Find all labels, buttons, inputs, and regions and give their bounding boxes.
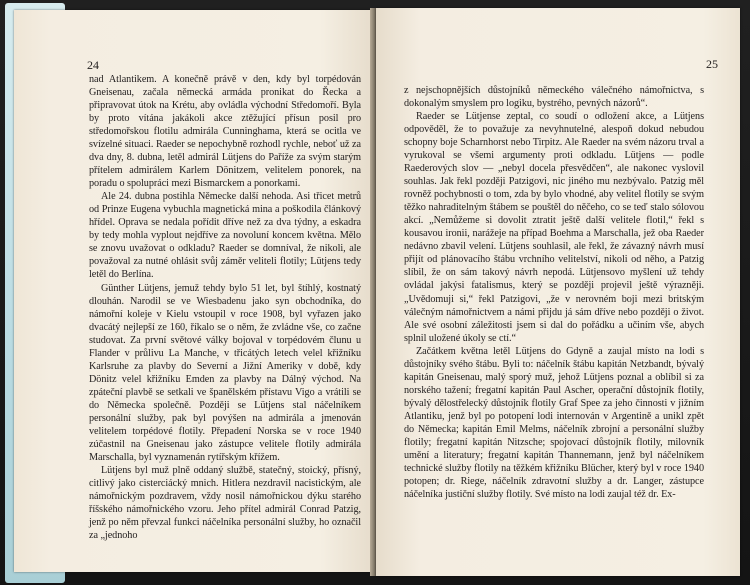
right-page (376, 8, 740, 576)
paragraph: Günther Lütjens, jemuž tehdy bylo 51 let, byl štíhlý, kostnatý dlouhán. Narodil se ve Wiesbadenu jako syn obchodníka, do námořní koleje v Kielu vstoupil v roce 1908, byl vyřazen jako dvacátý nejlepší ze 160, říkalo se o něm, že zvládne vše, co začne studovat. Za první světové války bojoval v torpédovém člunu u Flander v průlivu La Manche, v třicátých letech velel křižníku Karlsruhe za plavby do Severní a Jižní Ameriky v době, kdy Dönitz velel křižníku Emden za plavby na Dálný východ. Na zpáteční plavbě se setkali ve španělském přístavu Vigo a vrátili se do Německa společně. Později se Lütjens stal náčelníkem personální služby, pak byl povýšen na admirála a jmenován velitelem torpédové flotily. Přepadení Norska se v roce 1940 zúčastnil na Gneisenau jako zástupce velitele flotily admirála Marschalla, byl vyznamenán rytířským křížem. (89, 282, 361, 463)
page-number: 24 (87, 58, 99, 72)
paragraph: nad Atlantikem. A konečně právě v den, kdy byl torpédován Gneisenau, začala německá armáda pronikat do Řecka a připravovat útok na Krétu, aby ovládla východní Středomoří. Byla by proto vítána jakákoli akce ztěžující přísun posil pro středomořskou flotilu admirála Cunninghama, která se ocitla ve svízelné situaci. Raeder se nepochybně rozhodl rychle, neboť už za dva dny, 8. dubna, letěl admirál Lütjens do Paříže za svým starým přítelem admirálem Karlem Dönitzem, velitelem ponorek, na poradu o spolupráci mezi Bismarckem a ponorkami. (89, 74, 361, 190)
paragraph: Raeder se Lütjense zeptal, co soudí o odložení akce, a Lütjens odpověděl, že to považuje za nevyhnutelné, alespoň dokud nebudou schopny boje Scharnhorst nebo Tirpitz. Ale Raeder na svém názoru trval a vyrukoval se všemi argumenty proti odkladu. Lütjens — podle Raederových slov — „nebyl docela přesvědčen“, ale nakonec vyslovil souhlas. Jak řekl později Patzigovi, nic jiného mu nezbývalo. Patzig měl rovněž pochybnosti o tom, zda by bylo vhodné, aby velitel flotily se svým těžko nahraditelným štábem se pouštěl do něčeho, co se teď stalo sólovou akcí. „Nemůžeme si dovolit ztratit ještě další velitele flotil,“ řekl s kousavou ironii, narážeje na případ Boehma a Marschalla, jež oba Raeder nedávno zbavil velení. Lütjens souhlasil, ale řekl, že závazný návrh musí přijít od plánovacího štábu vrchního velitelství, nikoli od něho, a Patzig slíbil, že on sám takový návrh nepodá. Lütjensovo myšlení už tehdy ovládal jakýsi fatalismus, který se později projevil ještě výrazněji. „Uvědomuji si,“ řekl Patzigovi, „že v nerovném boji mezi britským válečným námořnictvem a námi přijdu já sám dříve nebo později o život. Ale své osobní záležitosti jsem si dal do pořádku a učiním vše, abych splnil uložené úkoly se ctí.“ (404, 111, 704, 344)
page-text (404, 84, 704, 501)
paragraph: z nejschopnějších důstojníků německého válečného námořnictva, s dokonalým smyslem pro logiku, bystrého, pevných názorů“. (404, 85, 704, 110)
paragraph: Začátkem května letěl Lütjens do Gdyně a zaujal místo na lodi s důstojníky svého štábu. Byli to: náčelník štábu kapitán Netzbandt, bývalý kapitán Gneisenau, malý sporý muž, jehož Lütjens poznal a oblíbil si za norského tažení; fregatní kapitán Paul Ascher, operační důstojník flotily, bývalý dělostřelecký důstojník flotily Graf Spee za jeho činnosti v jižním Atlantiku, jenž byl po potopení lodi internován v Argentině a unikl zpět do Německa; kapitán Emil Melms, náčelník zbrojní a personální služby flotily; fregatní kapitán Nitzsche; spojovací důstojník flotily, milovník umění a literatury; fregatní kapitán Thannemann, jenž byl náčelníkem technické služby flotily na těžkém křižníku Blücher, který byl v roce 1940 potopen; dr. Riege, náčelník zdravotní služby a dr. Langer, zástupce náčelníka justiční služby flotily. Své místo na lodi zaujal též dr. Ex- (404, 345, 704, 500)
page-number: 25 (706, 57, 718, 71)
paragraph: Lütjens byl muž plně oddaný službě, statečný, stoický, přísný, citlivý jako cisterciácký mnich. Hitlera nezdravil nacistickým, ale námořnickým pozdravem, vždy nosil námořnickou dýku starého říšského námořnického vzoru. Jeho přítel admirál Conrad Patzig, jenž po něm převzal funkci náčelníka personální služby, ho označil za „jednoho (89, 464, 361, 542)
left-page (14, 10, 374, 572)
page-text (89, 73, 361, 542)
paragraph: Ale 24. dubna postihla Německe další nehoda. Asi třicet metrů od Prinze Eugena vybuchla magnetická mina a poškodila článkový hřídel. Oprava se nedala pořídit dříve než za dva týdny, a eskadra by tedy mohla vyplout nejdříve za novoluní koncem května. Mělo se znovu uvažovat o odkladu? Raeder se domníval, že nikoli, ale považoval za nutné ohlásit svůj záměr veliteli flotily; Lütjens tedy letěl do Berlína. (89, 191, 361, 281)
